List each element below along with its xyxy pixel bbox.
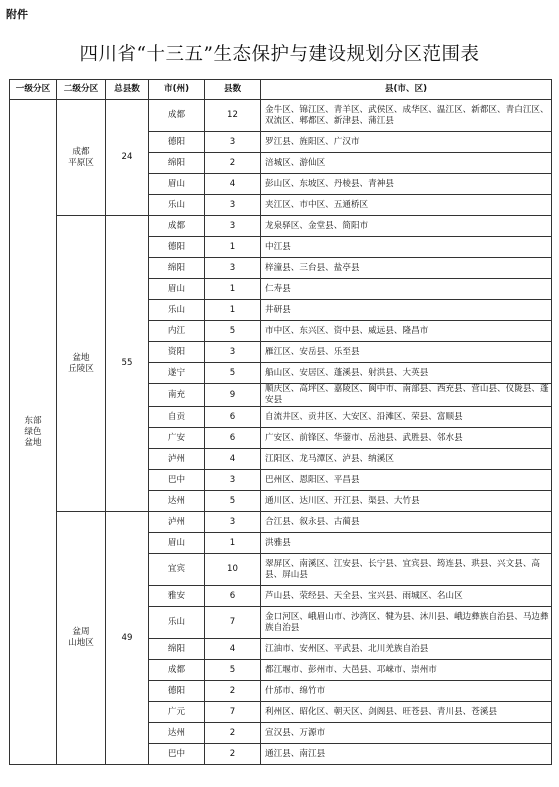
city-cell: 眉山 — [149, 174, 205, 195]
counties-cell: 都江堰市、彭州市、大邑县、邛崃市、崇州市 — [261, 660, 552, 681]
counties-cell: 芦山县、荥经县、天全县、宝兴县、雨城区、名山区 — [261, 586, 552, 607]
total-count-cell: 24 — [106, 100, 149, 216]
city-cell: 乐山 — [149, 195, 205, 216]
city-cell: 眉山 — [149, 533, 205, 554]
city-cell: 德阳 — [149, 681, 205, 702]
counties-cell: 罗江县、旌阳区、广汉市 — [261, 132, 552, 153]
counties-cell: 江油市、安州区、平武县、北川羌族自治县 — [261, 639, 552, 660]
counties-cell: 雁江区、安岳县、乐至县 — [261, 342, 552, 363]
header-level2: 二级分区 — [57, 80, 106, 100]
counties-cell: 合江县、叙永县、古蔺县 — [261, 512, 552, 533]
county-count-cell: 2 — [205, 681, 261, 702]
city-cell: 泸州 — [149, 449, 205, 470]
city-cell: 广元 — [149, 702, 205, 723]
counties-cell: 宣汉县、万源市 — [261, 723, 552, 744]
counties-cell: 金牛区、锦江区、青羊区、武侯区、成华区、温江区、新都区、青白江区、双流区、郫都区、新津县、蒲江县 — [261, 100, 552, 132]
counties-cell: 翠屏区、南溪区、江安县、长宁县、宜宾县、筠连县、珙县、兴文县、高县、屏山县 — [261, 554, 552, 586]
city-cell: 遂宁 — [149, 363, 205, 384]
counties-cell: 船山区、安居区、蓬溪县、射洪县、大英县 — [261, 363, 552, 384]
county-count-cell: 3 — [205, 216, 261, 237]
total-count-cell: 49 — [106, 512, 149, 765]
level2-zone-cell: 盆地 丘陵区 — [57, 216, 106, 512]
counties-cell: 中江县 — [261, 237, 552, 258]
county-count-cell: 6 — [205, 428, 261, 449]
city-cell: 绵阳 — [149, 639, 205, 660]
header-count: 县数 — [205, 80, 261, 100]
city-cell: 达州 — [149, 491, 205, 512]
city-cell: 乐山 — [149, 607, 205, 639]
total-count-cell: 55 — [106, 216, 149, 512]
county-count-cell: 1 — [205, 300, 261, 321]
counties-cell: 巴州区、恩阳区、平昌县 — [261, 470, 552, 491]
county-count-cell: 4 — [205, 639, 261, 660]
county-count-cell: 1 — [205, 279, 261, 300]
table-row — [10, 100, 552, 132]
counties-cell: 顺庆区、高坪区、嘉陵区、阆中市、南部县、西充县、营山县、仪陇县、蓬安县 — [261, 384, 552, 407]
counties-cell: 龙泉驿区、金堂县、简阳市 — [261, 216, 552, 237]
counties-cell: 广安区、前锋区、华蓥市、岳池县、武胜县、邻水县 — [261, 428, 552, 449]
counties-cell: 通川区、达川区、开江县、渠县、大竹县 — [261, 491, 552, 512]
counties-cell: 夹江区、市中区、五通桥区 — [261, 195, 552, 216]
city-cell: 资阳 — [149, 342, 205, 363]
county-count-cell: 7 — [205, 607, 261, 639]
level2-zone-cell: 成都 平原区 — [57, 100, 106, 216]
table-row — [10, 216, 552, 237]
header-row — [10, 80, 552, 100]
county-count-cell: 6 — [205, 407, 261, 428]
county-count-cell: 3 — [205, 470, 261, 491]
counties-cell: 仁寿县 — [261, 279, 552, 300]
city-cell: 绵阳 — [149, 258, 205, 279]
city-cell: 德阳 — [149, 237, 205, 258]
city-cell: 巴中 — [149, 470, 205, 491]
counties-cell: 梓潼县、三台县、盐亭县 — [261, 258, 552, 279]
county-count-cell: 3 — [205, 342, 261, 363]
county-count-cell: 5 — [205, 321, 261, 342]
header-city: 市(州) — [149, 80, 205, 100]
county-count-cell: 9 — [205, 384, 261, 407]
table-row — [10, 512, 552, 533]
city-cell: 成都 — [149, 660, 205, 681]
city-cell: 达州 — [149, 723, 205, 744]
page-title: 四川省“十三五”生态保护与建设规划分区范围表 — [79, 44, 480, 65]
counties-cell: 金口河区、峨眉山市、沙湾区、犍为县、沐川县、峨边彝族自治县、马边彝族自治县 — [261, 607, 552, 639]
county-count-cell: 7 — [205, 702, 261, 723]
county-count-cell: 5 — [205, 363, 261, 384]
header-level1: 一级分区 — [10, 80, 57, 100]
city-cell: 眉山 — [149, 279, 205, 300]
level2-zone-cell: 盆周 山地区 — [57, 512, 106, 765]
city-cell: 自贡 — [149, 407, 205, 428]
counties-cell: 洪雅县 — [261, 533, 552, 554]
county-count-cell: 5 — [205, 660, 261, 681]
table-body — [10, 100, 552, 765]
counties-cell: 什邡市、绵竹市 — [261, 681, 552, 702]
city-cell: 泸州 — [149, 512, 205, 533]
county-count-cell: 2 — [205, 153, 261, 174]
county-count-cell: 6 — [205, 586, 261, 607]
city-cell: 南充 — [149, 384, 205, 407]
county-count-cell: 10 — [205, 554, 261, 586]
counties-cell: 自流井区、贡井区、大安区、沿滩区、荣县、富顺县 — [261, 407, 552, 428]
city-cell: 乐山 — [149, 300, 205, 321]
counties-cell: 市中区、东兴区、资中县、威远县、隆昌市 — [261, 321, 552, 342]
city-cell: 雅安 — [149, 586, 205, 607]
county-count-cell: 5 — [205, 491, 261, 512]
county-count-cell: 3 — [205, 512, 261, 533]
level1-zone-cell: 东部 绿色 盆地 — [10, 100, 57, 765]
attachment-label: 附件 — [6, 8, 28, 21]
header-counties: 县(市、区) — [261, 80, 552, 100]
county-count-cell: 4 — [205, 174, 261, 195]
counties-cell: 井研县 — [261, 300, 552, 321]
county-count-cell: 3 — [205, 132, 261, 153]
city-cell: 成都 — [149, 100, 205, 132]
county-count-cell: 3 — [205, 195, 261, 216]
city-cell: 内江 — [149, 321, 205, 342]
county-count-cell: 1 — [205, 533, 261, 554]
counties-cell: 利州区、昭化区、朝天区、剑阁县、旺苍县、青川县、苍溪县 — [261, 702, 552, 723]
county-count-cell: 1 — [205, 237, 261, 258]
city-cell: 巴中 — [149, 744, 205, 765]
city-cell: 德阳 — [149, 132, 205, 153]
counties-cell: 江阳区、龙马潭区、泸县、纳溪区 — [261, 449, 552, 470]
county-count-cell: 2 — [205, 744, 261, 765]
counties-cell: 彭山区、东坡区、丹棱县、青神县 — [261, 174, 552, 195]
county-count-cell: 4 — [205, 449, 261, 470]
city-cell: 绵阳 — [149, 153, 205, 174]
city-cell: 成都 — [149, 216, 205, 237]
county-count-cell: 12 — [205, 100, 261, 132]
counties-cell: 通江县、南江县 — [261, 744, 552, 765]
county-count-cell: 3 — [205, 258, 261, 279]
zone-table — [9, 79, 552, 765]
city-cell: 宜宾 — [149, 554, 205, 586]
city-cell: 广安 — [149, 428, 205, 449]
header-total: 总县数 — [106, 80, 149, 100]
county-count-cell: 2 — [205, 723, 261, 744]
counties-cell: 涪城区、游仙区 — [261, 153, 552, 174]
